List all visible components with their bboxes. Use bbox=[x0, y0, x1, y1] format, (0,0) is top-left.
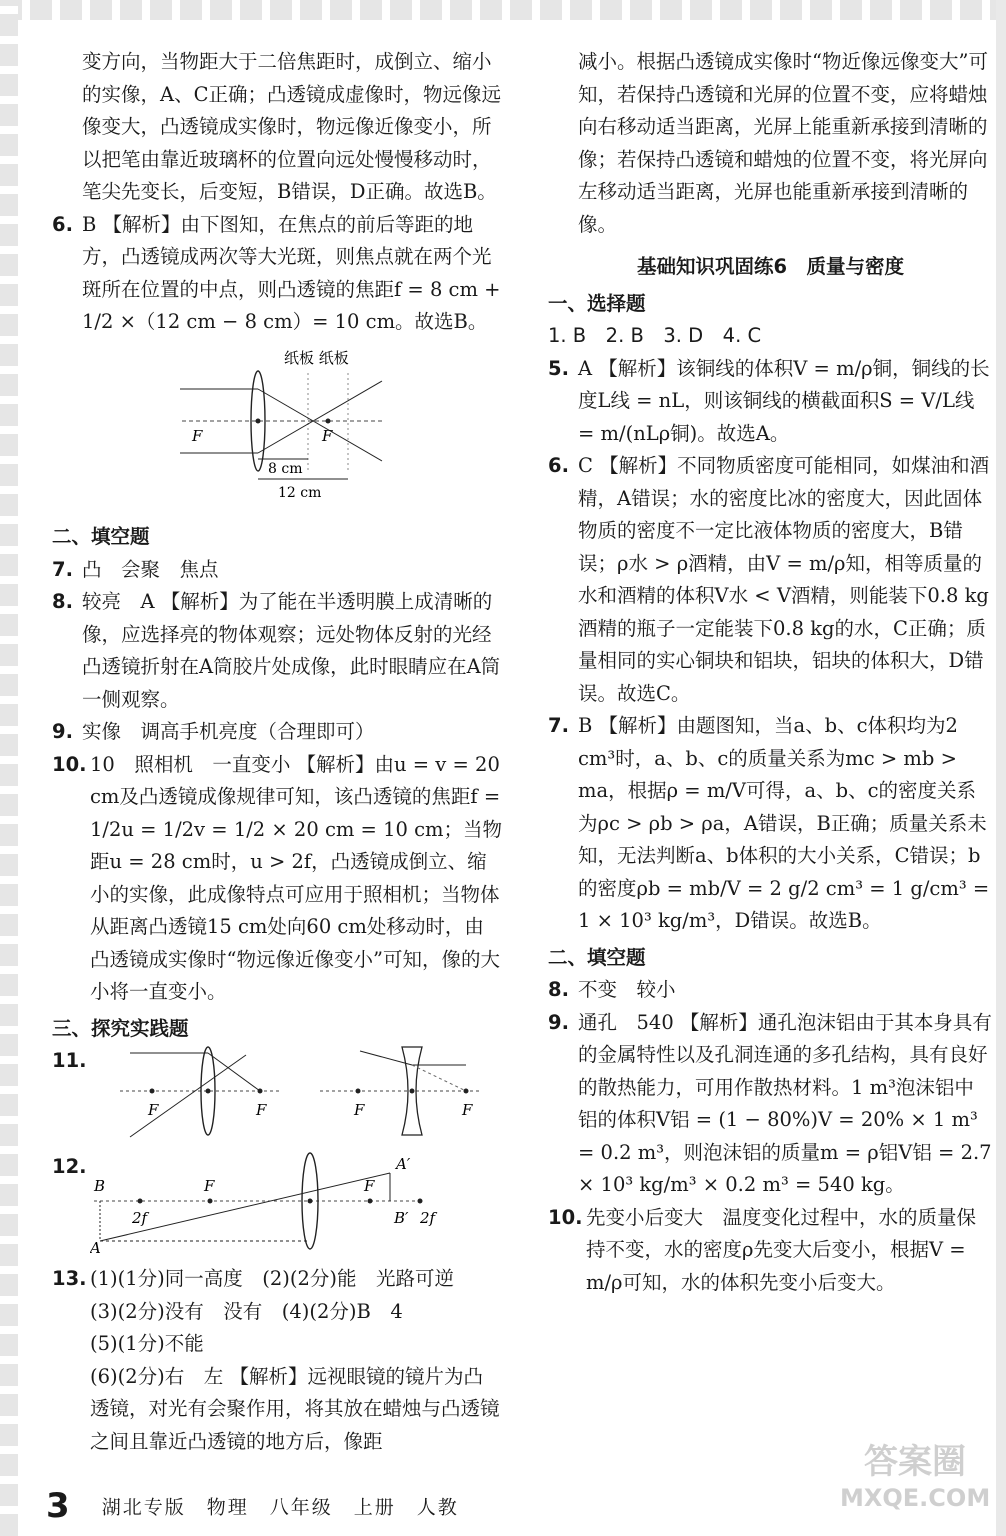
page-border-top bbox=[0, 0, 1006, 20]
question-11 bbox=[52, 1045, 502, 1145]
question-text: 通孔 540 【解析】通孔泡沫铝由于其本身具有的金属特性以及孔洞连通的多孔结构，具有良好的散热能力，可用作散热材料。1 m³泡沫铝中铝的体积V铝 = (1 − 80%)V = 20% × 1 m³ = 0.2 m³，则泡沫铝的质量m = ρ铝V铝 = 2.7 × 10³ kg/m³ × 0.2 m³ = 540 kg。 bbox=[578, 1010, 992, 1196]
imaging-ray-diagram bbox=[90, 1151, 500, 1259]
svg-text:B′: B′ bbox=[394, 1209, 409, 1227]
question-text: 10 照相机 一直变小 【解析】由u = v = 20 cm及凸透镜成像规律可知，该凸透镜的焦距f = 1/2u = 1/2v = 1/2 × 20 cm = 10 cm；当物距u = 28 cm时，u > 2f，凸透镜成倒立、缩小的实像，此成像特点可应用于照相机；当物体从距离凸透镜15 cm处向60 cm处移动时，由凸透镜成实像时“物远像近像变小”可知，像的大小将一直变小。 bbox=[90, 752, 503, 1003]
question-number: 5. bbox=[548, 356, 569, 380]
question-number: 9. bbox=[52, 720, 73, 743]
page-border-left bbox=[0, 0, 18, 1536]
svg-text:2f: 2f bbox=[420, 1209, 436, 1227]
question-number: 9. bbox=[548, 1010, 569, 1034]
question-text: 较亮 A 【解析】为了能在半透明膜上成清晰的像，应选择亮的物体观察；远处物体反射的光经凸透镜折射在A筒胶片处成像，此时眼睛应在A筒一侧观察。 bbox=[82, 590, 501, 711]
watermark-logo: 答案圈 MXQE.COM bbox=[840, 1442, 991, 1512]
svg-text:F: F bbox=[364, 1177, 375, 1195]
question-12 bbox=[52, 1151, 502, 1259]
section-fill-in: 二、填空题 bbox=[548, 945, 646, 969]
left-column bbox=[52, 46, 502, 1458]
question-7 bbox=[52, 554, 502, 587]
question-10 bbox=[548, 1202, 993, 1300]
q13-continuation: 减小。根据凸透镜成实像时“物近像远像变大”可知，若保持凸透镜和光屏的位置不变，应将蜡烛向右移动适当距离，光屏上能重新承接到清晰的像；若保持凸透镜和蜡烛的位置不变，将光屏向左移动适当距离，光屏也能重新承接到清晰的像。 bbox=[578, 50, 988, 236]
svg-text:B: B bbox=[94, 1177, 106, 1195]
question-number: 7. bbox=[548, 714, 569, 737]
page-number: 3 bbox=[46, 1486, 70, 1526]
question-6 bbox=[548, 450, 993, 710]
question-number: 13. bbox=[52, 1267, 87, 1290]
svg-text:F: F bbox=[256, 1101, 267, 1119]
section-title: 基础知识巩固练6 质量与密度 bbox=[636, 255, 905, 278]
question-9 bbox=[52, 716, 502, 749]
ray-1-refracted bbox=[258, 389, 382, 461]
question-number: 6. bbox=[548, 454, 569, 477]
page-footer bbox=[46, 1486, 459, 1526]
svg-text:2f: 2f bbox=[132, 1209, 148, 1227]
question-number: 8. bbox=[548, 978, 569, 1001]
question-number: 7. bbox=[52, 557, 73, 581]
lens-ray-diagrams bbox=[90, 1045, 500, 1145]
question-number: 11. bbox=[52, 1049, 87, 1072]
svg-text:F: F bbox=[354, 1101, 365, 1119]
question-10 bbox=[52, 749, 502, 1009]
question-text: A 【解析】该铜线的体积V = m/ρ铜，铜线的长度L线 = nL，则该铜线的横截面积S = V/L线 = m/(nLρ铜)。故选A。 bbox=[578, 356, 990, 445]
footer-text: 湖北专版 物理 八年级 上册 人教 bbox=[101, 1496, 459, 1519]
dimension-8cm-label: 8 cm bbox=[268, 460, 303, 477]
focus-label-left: F bbox=[192, 426, 203, 445]
svg-text:A′: A′ bbox=[396, 1155, 411, 1173]
question-number: 12. bbox=[52, 1155, 87, 1178]
question-8 bbox=[548, 974, 993, 1007]
question-text: B 【解析】由题图知，当a、b、c体积均为2 cm³时，a、b、c的质量关系为mc > mb > ma，根据ρ = m/V可得，a、b、c的密度关系为ρc > ρb > ρa，A错误，B正确；质量关系未知，无法判断a、b体积的大小关系，C错误；b的密度ρb = mb/V = 2 g/2 cm³ = 1 g/cm³ = 1 × 10³ kg/m³，D错误。故选B。 bbox=[578, 714, 990, 932]
page-border-right bbox=[996, 0, 1006, 1536]
section-fill-in: 二、填空题 bbox=[52, 525, 150, 548]
svg-text:F: F bbox=[462, 1101, 473, 1119]
question-8 bbox=[52, 586, 502, 716]
question-text: 先变小后变大 温度变化过程中，水的质量保持不变，水的密度ρ先变大后变小，根据V = m/ρ可知，水的体积先变小后变大。 bbox=[586, 1205, 977, 1294]
board-label: 纸板 纸板 bbox=[284, 348, 349, 367]
question-text: 实像 调高手机亮度（合理即可） bbox=[82, 720, 375, 743]
question-number: 10. bbox=[548, 1205, 583, 1229]
focus-dot bbox=[326, 418, 331, 423]
question-9 bbox=[548, 1007, 993, 1202]
question-text: B 【解析】由下图知，在焦点的前后等距的地方，凸透镜成两次等大光斑，则焦点就在两个光斑所在位置的中点，则凸透镜的焦距f = 8 cm + 1/2 ×（12 cm − 8 cm）= 10 cm。故选B。 bbox=[82, 212, 501, 333]
question-number: 8. bbox=[52, 590, 73, 613]
focal-length-figure bbox=[52, 345, 502, 516]
question-number: 6. bbox=[52, 212, 73, 236]
question-13 bbox=[52, 1263, 502, 1458]
svg-text:F: F bbox=[204, 1177, 215, 1195]
section-practice: 三、探究实践题 bbox=[52, 1016, 189, 1040]
right-column bbox=[548, 46, 993, 1299]
ray-2-refracted bbox=[258, 381, 382, 453]
dimension-12cm-label: 12 cm bbox=[278, 484, 322, 501]
lens-center-dot bbox=[256, 418, 261, 423]
question-text: C 【解析】不同物质密度可能相同，如煤油和酒精，A错误；水的密度比冰的密度大，因此固体物质的密度不一定比液体物质的密度大，B错误；ρ水 > ρ酒精，由V = m/ρ知，相等质量的水和酒精的体积V水 < V酒精，则能装下0.8 kg酒精的瓶子一定能装下0.8 kg的水，C正确；质量相同的实心铜块和铝块，铝块的体积大，D错误。故选C。 bbox=[578, 454, 990, 705]
focus-label-right: F bbox=[322, 426, 333, 445]
question-6 bbox=[52, 209, 502, 339]
question-text: 凸 会聚 焦点 bbox=[82, 557, 219, 581]
svg-text:A: A bbox=[90, 1239, 101, 1257]
question-text: 不变 较小 bbox=[578, 978, 676, 1001]
q5-continuation: 变方向，当物距大于二倍焦距时，成倒立、缩小的实像，A、C正确；凸透镜成虚像时，物远像远像变大，凸透镜成实像时，物远像近像变小，所以把笔由靠近玻璃杯的位置向远处慢慢移动时，笔尖先变长，后变短，B错误，D正确。故选B。 bbox=[82, 50, 502, 203]
question-7 bbox=[548, 710, 993, 938]
question-number: 10. bbox=[52, 752, 87, 776]
section-choice: 一、选择题 bbox=[548, 291, 646, 315]
answers-1-4: 1. B 2. B 3. D 4. C bbox=[548, 324, 762, 347]
question-text: (1)(1分)同一高度 (2)(2分)能 光路可逆 (3)(2分)没有 没有 (4)(2分)B 4 (5)(1分)不能 (6)(2分)右 左 【解析】远视眼镜的镜片为凸透镜，对光有会聚作用，将其放在蜡烛与凸透镜之间且靠近凸透镜的地方后，像距 bbox=[90, 1267, 500, 1453]
svg-text:F: F bbox=[148, 1101, 159, 1119]
question-5 bbox=[548, 353, 993, 451]
